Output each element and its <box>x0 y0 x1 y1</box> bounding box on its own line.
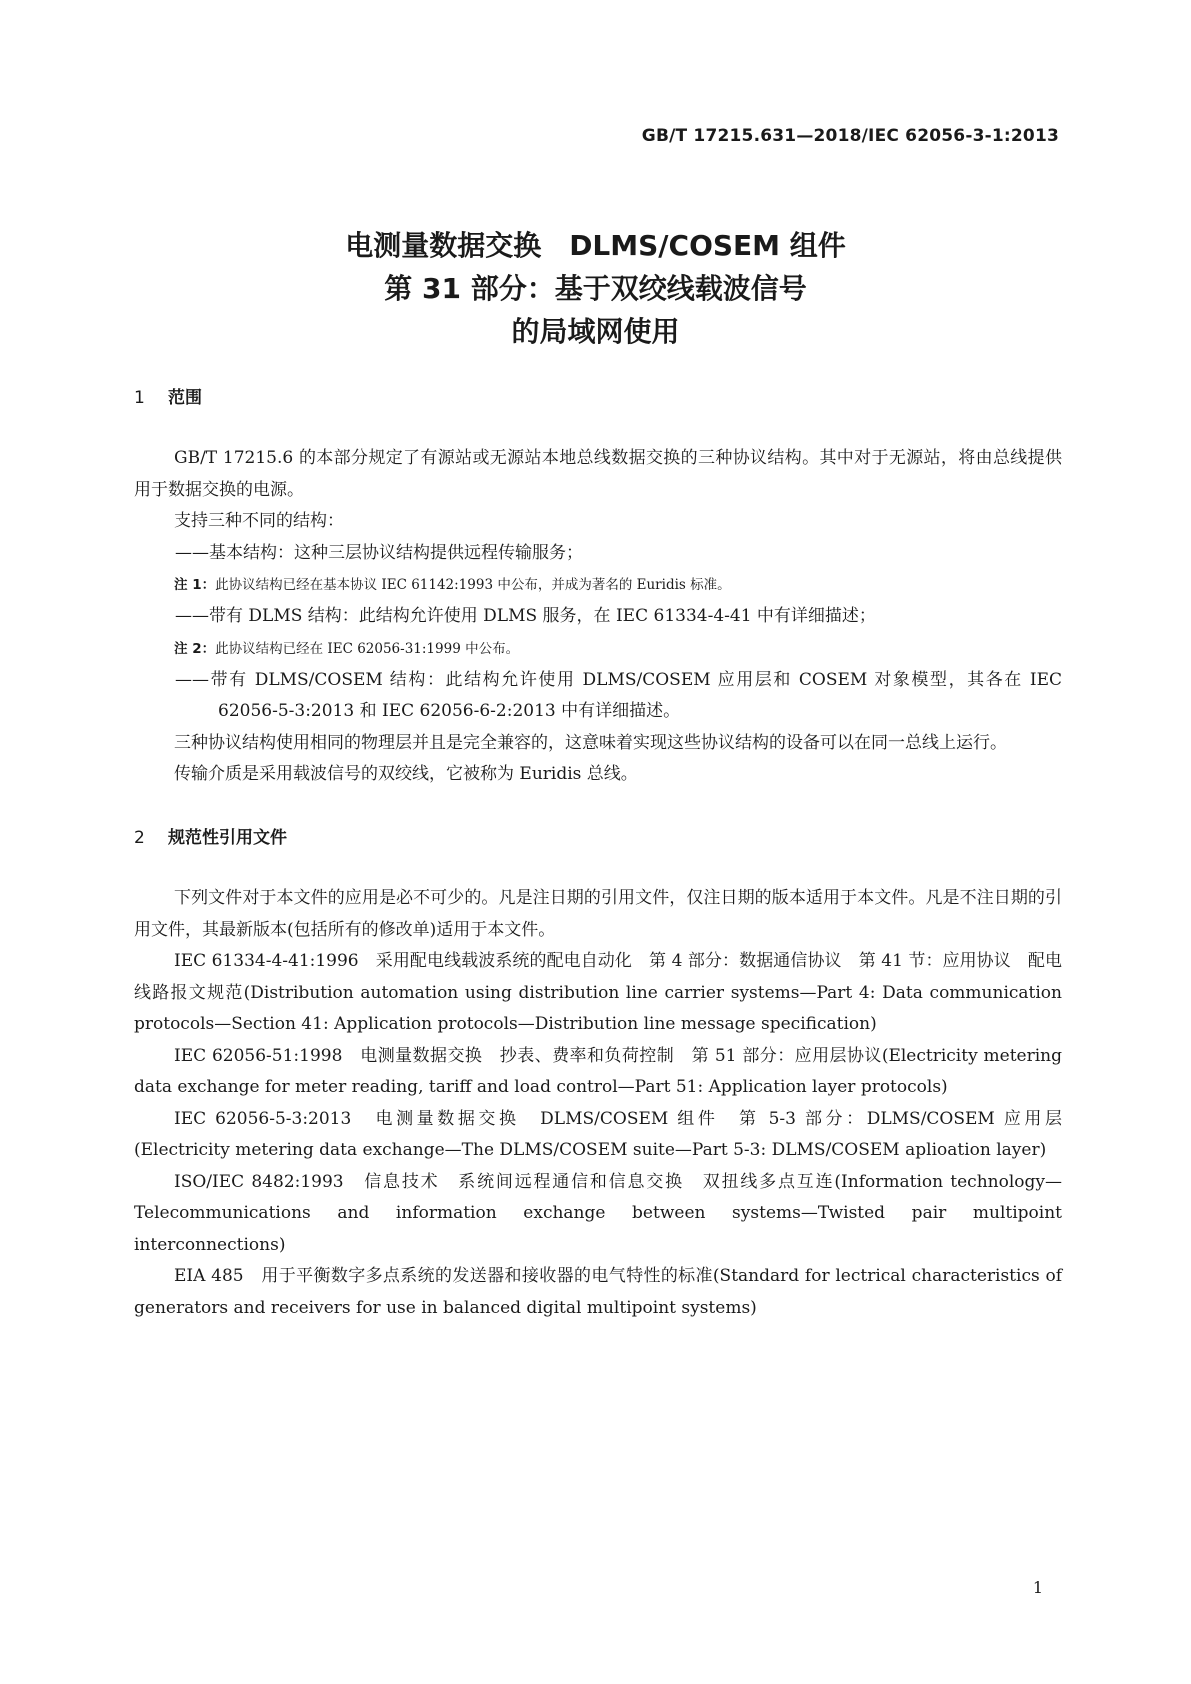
list-item: ——带有 DLMS 结构：此结构允许使用 DLMS 服务，在 IEC 61334-4-41 中有详细描述； <box>175 606 876 626</box>
title-line-1: 电测量数据交换 DLMS/COSEM 组件 <box>345 229 846 262</box>
note-label: 注 2： <box>174 640 216 657</box>
note-text: 此协议结构已经在基本协议 IEC 61142:1993 中公布，并成为著名的 Euridis 标准。 <box>215 577 731 593</box>
section-title: 规范性引用文件 <box>168 828 287 848</box>
section-title: 范围 <box>168 388 202 408</box>
reference-item: IEC 62056-5-3:2013 电测量数据交换 DLMS/COSEM 组件 第 5-3 部分：DLMS/COSEM 应用层(Electricity metering data exchange—The DLMS/COSEM suite—Part 5-3: DLMS/COSEM aplioation layer) <box>134 1108 1062 1160</box>
list-item: ——基本结构：这种三层协议结构提供远程传输服务； <box>175 542 583 563</box>
document-title <box>0 224 1191 353</box>
note-text: 此协议结构已经在 IEC 62056-31:1999 中公布。 <box>215 640 520 657</box>
title-line-2: 第 31 部分：基于双绞线载波信号 <box>384 272 807 305</box>
note <box>134 569 1062 601</box>
section-heading <box>134 823 1062 848</box>
standard-number: GB/T 17215.631—2018/IEC 62056-3-1:2013 <box>641 126 1059 146</box>
paragraph: 三种协议结构使用相同的物理层并且是完全兼容的，这意味着实现这些协议结构的设备可以在同一总线上运行。 <box>174 732 1007 753</box>
section-heading <box>134 383 1062 408</box>
page-number: 1 <box>1032 1578 1043 1597</box>
section-number: 1 <box>134 388 145 408</box>
section-number: 2 <box>134 828 145 848</box>
reference-item: EIA 485 用于平衡数字多点系统的发送器和接收器的电气特性的标准(Standard for lectrical characteristics of generators and receivers for use in balanced digital multipoint systems) <box>134 1266 1062 1318</box>
note-label: 注 1： <box>174 577 216 593</box>
list-item: ——带有 DLMS/COSEM 结构：此结构允许使用 DLMS/COSEM 应用层和 COSEM 对象模型，其各在 IEC 62056-5-3:2013 和 IEC 62056-6-2:2013 中有详细描述。 <box>175 669 1062 721</box>
paragraph: 支持三种不同的结构： <box>174 511 344 531</box>
paragraph: 传输介质是采用载波信号的双绞线，它被称为 Euridis 总线。 <box>174 764 638 784</box>
title-line-3: 的局域网使用 <box>511 315 680 348</box>
reference-item: IEC 61334-4-41:1996 采用配电线载波系统的配电自动化 第 4 部分：数据通信协议 第 41 节：应用协议 配电线路报文规范(Distribution automation using distribution line carrier systems—Part 4: Data communication protocols—Section 41: Application protocols—Distribution line message specification) <box>134 951 1062 1034</box>
section-scope <box>134 383 1062 791</box>
note <box>134 633 1062 665</box>
reference-item: ISO/IEC 8482:1993 信息技术 系统间远程通信和信息交换 双扭线多点互连(Information technology—Telecommunications and information exchange between systems—Twisted pair multipoint interconnections) <box>134 1171 1062 1255</box>
section-normative-references <box>134 823 1062 1324</box>
reference-item: IEC 62056-51:1998 电测量数据交换 抄表、费率和负荷控制 第 51 部分：应用层协议(Electricity metering data exchange for meter reading, tariff and load control—Part 51: Application layer protocols) <box>134 1045 1062 1097</box>
paragraph: GB/T 17215.6 的本部分规定了有源站或无源站本地总线数据交换的三种协议结构。其中对于无源站，将由总线提供用于数据交换的电源。 <box>134 448 1062 500</box>
paragraph: 下列文件对于本文件的应用是必不可少的。凡是注日期的引用文件，仅注日期的版本适用于本文件。凡是不注日期的引用文件，其最新版本(包括所有的修改单)适用于本文件。 <box>134 888 1062 940</box>
